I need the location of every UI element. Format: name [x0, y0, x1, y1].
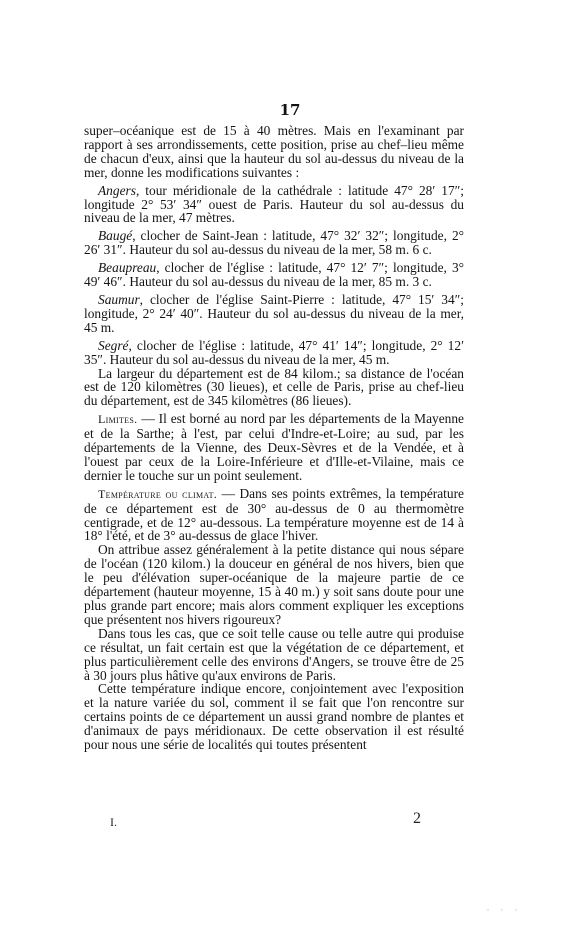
section-heading: Température ou climat. [98, 486, 218, 501]
section-heading: Limites. [98, 412, 138, 427]
paragraph [84, 682, 464, 752]
paragraph [84, 367, 464, 409]
signature-mark: I. [110, 815, 117, 829]
city-name: Segré [98, 337, 129, 353]
section-paragraph [84, 487, 464, 544]
section-paragraph [84, 412, 464, 483]
paragraph-text: , clocher de l'église : latitude, 47° 12′ 7″; longitude, 3° 49′ 46″. Hauteur du sol au-dessus du niveau de la mer, 85 m. 3 c. [84, 260, 464, 290]
paragraph-text: On attribue assez généralement à la petite distance qui nous sépare de l'océan (120 kilom.) la douceur en général de nos hivers, bien que le peu d'élévation super-océanique de la majeure partie de ce département (hauteur moyenne, 15 à 40 m.) y soit sans doute pour une plus grande part encore; mais alors comment expliquer les exceptions que présentent nos hivers rigoureux? [84, 542, 464, 627]
paragraph-text: , clocher de l'église Saint-Pierre : latitude, 47° 15′ 34″; longitude, 2° 24′ 40″. Hauteur du sol au-dessus du niveau de la mer, 45 m. [84, 291, 464, 335]
city-paragraph [84, 339, 464, 367]
page-number: 17 [279, 101, 301, 119]
paragraph-text: super–océanique est de 15 à 40 mètres. Mais en l'examinant par rapport à ses arrondissements, cette position, prise au chef–lieu même de chacun d'eux, ainsi que la hauteur du sol au-dessus du niveau de la mer, donne les modifications suivantes : [84, 123, 464, 180]
body-text [84, 124, 464, 752]
city-paragraph [84, 261, 464, 289]
paragraph [84, 627, 464, 683]
paper-specks: ◦ ◦ ◦ [486, 905, 522, 916]
paragraph-text: — Dans ses points extrêmes, la température de ce département est de 30° au-dessus de 0 au thermomètre centigrade, et de 12° au-dessous. La température moyenne est de 14 à 18° l'été, et de 3° au-dessus de glace l'hiver. [84, 485, 464, 544]
paragraph [84, 543, 464, 626]
paragraph-text: , tour méridionale de la cathédrale : latitude 47° 28′ 17″; longitude 2° 53′ 34″ ouest de Paris. Hauteur du sol au-dessus du niveau de la mer, 47 mètres. [84, 182, 464, 226]
gathering-number: 2 [413, 810, 421, 827]
city-name: Angers [98, 182, 136, 198]
city-name: Baugé [98, 228, 133, 244]
paragraph-text: — Il est borné au nord par les départements de la Mayenne et de la Sarthe; à l'est, par celui d'Indre-et-Loire; au sud, par les départements de la Vienne, des Deux-Sèvres et de la Vendée, et à l'ouest par ceux de la Loire-Inférieure et d'Ille-et-Vilaine, mais ce dernier le touche sur un point seulement. [84, 411, 464, 483]
paragraph-text: Cette température indique encore, conjointement avec l'exposition et la nature variée du sol, comment il se fait que l'on rencontre sur certains points de ce département un aussi grand nombre de plantes et d'animaux de pays méridionaux. De cette observation il est résulté pour nous une série de localités qui toutes présentent [84, 681, 464, 753]
city-paragraph [84, 229, 464, 257]
paragraph-text: , clocher de Saint-Jean : latitude, 47° 32′ 32″; longitude, 2° 26′ 31″. Hauteur du sol au-dessus du niveau de la mer, 58 m. 6 c. [84, 228, 464, 258]
paragraph-text: , clocher de l'église : latitude, 47° 41′ 14″; longitude, 2° 12′ 35″. Hauteur du sol au-dessus du niveau de la mer, 45 m. [84, 337, 464, 367]
city-name: Beaupreau [98, 260, 157, 276]
city-paragraph [84, 293, 464, 335]
city-paragraph [84, 184, 464, 226]
paragraph [84, 124, 464, 180]
city-name: Saumur [98, 291, 140, 307]
paragraph-text: Dans tous les cas, que ce soit telle cause ou telle autre qui produise ce résultat, un fait certain est que la végétation de ce département, et plus particulièrement celle des environs d'Angers, se trouve être de 25 à 30 jours plus hâtive qu'aux environs de Paris. [84, 625, 464, 683]
paragraph-text: La largeur du département est de 84 kilom.; sa distance de l'océan est de 120 kilomètres (30 lieues), et celle de Paris, prise au chef-lieu du département, est de 345 kilomètres (86 lieues). [84, 365, 464, 409]
